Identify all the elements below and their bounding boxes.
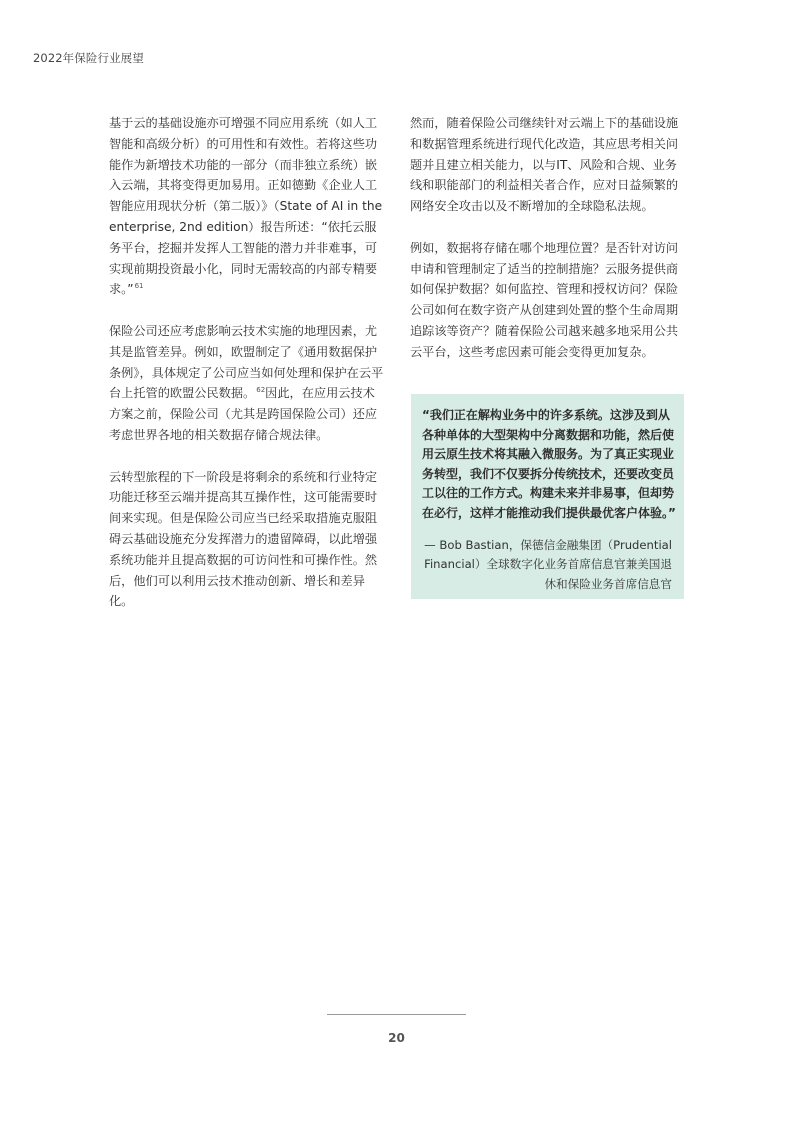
left-column (109, 113, 385, 633)
right-paragraph-2: 例如，数据将存储在哪个地理位置？是否针对访问申请和管理制定了适当的控制措施？云服务提供商如何保护数据？如何监控、管理和授权访问？保险公司如何在数字资产从创建到处置的整个生命周期追踪该等资产？随着保险公司越来越多地采用公共云平台，这些考虑因素可能会变得更加复杂。 (410, 240, 679, 359)
left-paragraph-2-text-b: 因此，在应用云技术方案之前，保险公司（尤其是跨国保险公司）还应考虑世界各地的相关数据存储合规法律。 (109, 386, 378, 442)
pull-quote-attribution: — Bob Bastian，保德信金融集团（Prudential Financial）全球数字化业务首席信息官兼美国退休和保险业务首席信息官 (424, 538, 672, 591)
footer-divider (327, 1014, 466, 1015)
right-column (410, 113, 688, 383)
footnote-ref-62: 62 (256, 386, 266, 395)
left-paragraph-3: 云转型旅程的下一阶段是将剩余的系统和行业特定功能迁移至云端并提高其互操作性，这可能需要时间来实现。但是保险公司应当已经采取措施克服阻碍云基础设施充分发挥潜力的遗留障碍，以此增强系统功能并且提高数据的可访问性和可操作性。然后，他们可以利用云技术推动创新、增长和差异化。 (109, 469, 378, 609)
left-paragraph-2 (109, 321, 385, 446)
right-paragraph-1: 然而，随着保险公司继续针对云端上下的基础设施和数据管理系统进行现代化改造，其应思考相关问题并且建立相关能力，以与IT、风险和合规、业务线和职能部门的利益相关者合作，应对日益频繁的网络安全攻击以及不断增加的全球隐私法规。 (410, 116, 679, 214)
pull-quote-box (411, 394, 684, 599)
left-paragraph-2-text-a: 保险公司还应考虑影响云技术实施的地理因素，尤其是监管差异。例如，欧盟制定了《通用数据保护条例》，具体规定了公司应当如何处理和保护在云平台上托管的欧盟公民数据。 (109, 323, 384, 401)
footnote-ref-61: 61 (134, 282, 144, 291)
left-paragraph-1-text: 基于云的基础设施亦可增强不同应用系统（如人工智能和高级分析）的可用性和有效性。若将这些功能作为新增技术功能的一部分（而非独立系统）嵌入云端，其将变得更加易用。正如德勤《企业人工智能应用现状分析（第二版）》（State of AI in the enterprise, 2nd edition）报告所述：“依托云服务平台，挖掘并发挥人工智能的潜力并非难事，可实现前期投资最小化，同时无需较高的内部专精要求。” (109, 116, 383, 297)
pull-quote-text: “我们正在解构业务中的许多系统。这涉及到从各种单体的大型架构中分离数据和功能，然后使用云原生技术将其融入微服务。为了真正实现业务转型，我们不仅要拆分传统技术，还要改变员工以往的工作方式。构建未来并非易事，但却势在必行，这样才能推动我们提供最优客户体验。” (422, 408, 676, 520)
left-paragraph-1 (109, 113, 385, 300)
running-header: 2022年保险行业展望 (33, 51, 144, 65)
page-number: 20 (388, 1031, 405, 1045)
